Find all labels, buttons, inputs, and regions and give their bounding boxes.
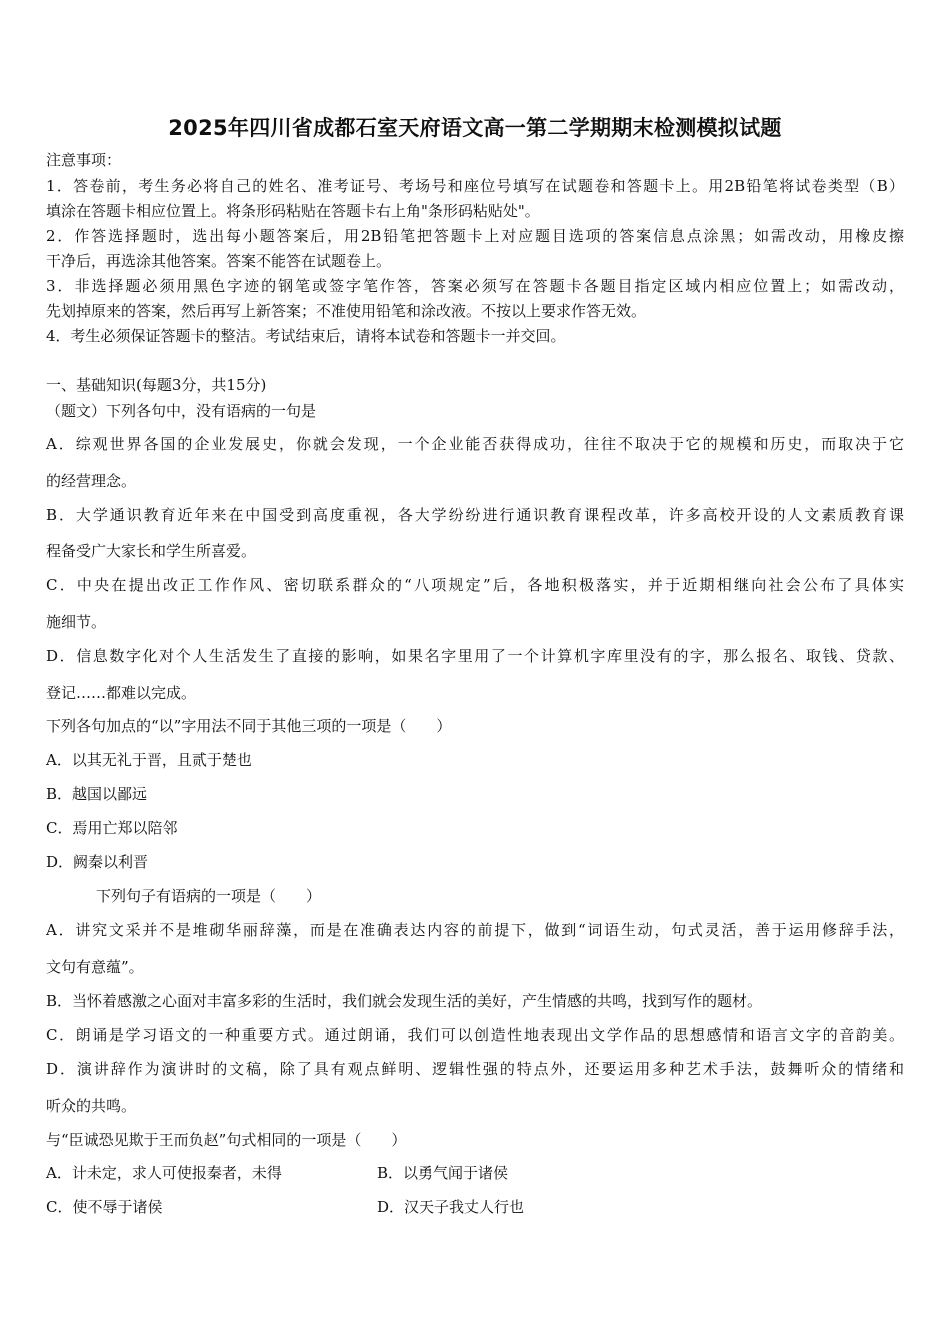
notice-line: 4．考生必须保证答题卡的整洁。考试结束后，请将本试卷和答题卡一并交回。	[46, 327, 566, 345]
q2-stem: 下列各句加点的“以”字用法不同于其他三项的一项是（ ）	[46, 717, 452, 735]
q1-option-d: D．信息数字化对个人生活发生了直接的影响，如果名字里用了一个计算机字库里没有的字，那么报名、取钱、贷款、	[46, 647, 904, 665]
q4-option-d: D．汉天子我丈人行也	[377, 1198, 525, 1216]
q3-option-b: B．当怀着感激之心面对丰富多彩的生活时，我们就会发现生活的美好，产生情感的共鸣，找到写作的题材。	[46, 992, 763, 1010]
q2-option-d: D．阙秦以利晋	[46, 853, 149, 871]
notice-line: 干净后，再选涂其他答案。答案不能答在试题卷上。	[46, 252, 392, 270]
q4-option-a: A．计未定，求人可使报秦者，未得	[46, 1164, 282, 1182]
q1-option-c-cont: 施细节。	[46, 613, 107, 631]
notice-line: 1．答卷前，考生务必将自己的姓名、准考证号、考场号和座位号填写在试题卷和答题卡上。用2B铅笔将试卷类型（B）	[46, 177, 904, 195]
notice-line: 先划掉原来的答案，然后再写上新答案；不准使用铅笔和涂改液。不按以上要求作答无效。	[46, 302, 647, 320]
q4-stem: 与“臣诚恐见欺于王而负赵”句式相同的一项是（ ）	[46, 1131, 407, 1149]
page-title: 2025年四川省成都石室天府语文高一第二学期期末检测模拟试题	[168, 116, 782, 140]
q1-option-b-cont: 程备受广大家长和学生所喜爱。	[46, 542, 257, 560]
q3-option-d: D．演讲辞作为演讲时的文稿，除了具有观点鲜明、逻辑性强的特点外，还要运用多种艺术手法，鼓舞听众的情绪和	[46, 1060, 904, 1078]
q3-option-a: A．讲究文采并不是堆砌华丽辞藻，而是在准确表达内容的前提下，做到“词语生动，句式灵活，善于运用修辞手法，	[46, 921, 904, 939]
q1-option-b: B．大学通识教育近年来在中国受到高度重视，各大学纷纷进行通识教育课程改革，许多高校开设的人文素质教育课	[46, 506, 904, 524]
notice-line: 2．作答选择题时，选出每小题答案后，用2B铅笔把答题卡上对应题目选项的答案信息点涂黑；如需改动，用橡皮擦	[46, 227, 904, 245]
q2-option-b: B．越国以鄙远	[46, 785, 148, 803]
q3-stem: 下列句子有语病的一项是（ ）	[96, 887, 322, 905]
q4-option-b: B．以勇气闻于诸侯	[377, 1164, 509, 1182]
q2-option-a: A．以其无礼于晋，且贰于楚也	[46, 751, 252, 769]
notice-line: 3．非选择题必须用黑色字迹的钢笔或签字笔作答，答案必须写在答题卡各题目指定区域内相应位置上；如需改动，	[46, 277, 904, 295]
q2-option-c: C．焉用亡郑以陪邻	[46, 819, 178, 837]
notice-heading: 注意事项：	[46, 151, 122, 169]
q1-option-a: A．综观世界各国的企业发展史，你就会发现，一个企业能否获得成功，往往不取决于它的规模和历史，而取决于它	[46, 435, 904, 453]
q1-option-a-cont: 的经营理念。	[46, 472, 137, 490]
q4-option-c: C．使不辱于诸侯	[46, 1198, 163, 1216]
q3-option-c: C．朗诵是学习语文的一种重要方式。通过朗诵，我们可以创造性地表现出文学作品的思想感情和语言文字的音韵美。	[46, 1026, 904, 1044]
section-heading: 一、基础知识(每题3分，共15分)	[46, 376, 267, 394]
q1-stem: （题文）下列各句中，没有语病的一句是	[46, 402, 317, 420]
q3-option-a-cont: 文句有意蕴”。	[46, 958, 144, 976]
q1-option-d-cont: 登记……都难以完成。	[46, 684, 197, 702]
q3-option-d-cont: 听众的共鸣。	[46, 1097, 137, 1115]
notice-line: 填涂在答题卡相应位置上。将条形码粘贴在答题卡右上角"条形码粘贴处"。	[46, 202, 540, 220]
q1-option-c: C．中央在提出改正工作作风、密切联系群众的“八项规定”后，各地积极落实，并于近期相继向社会公布了具体实	[46, 576, 904, 594]
